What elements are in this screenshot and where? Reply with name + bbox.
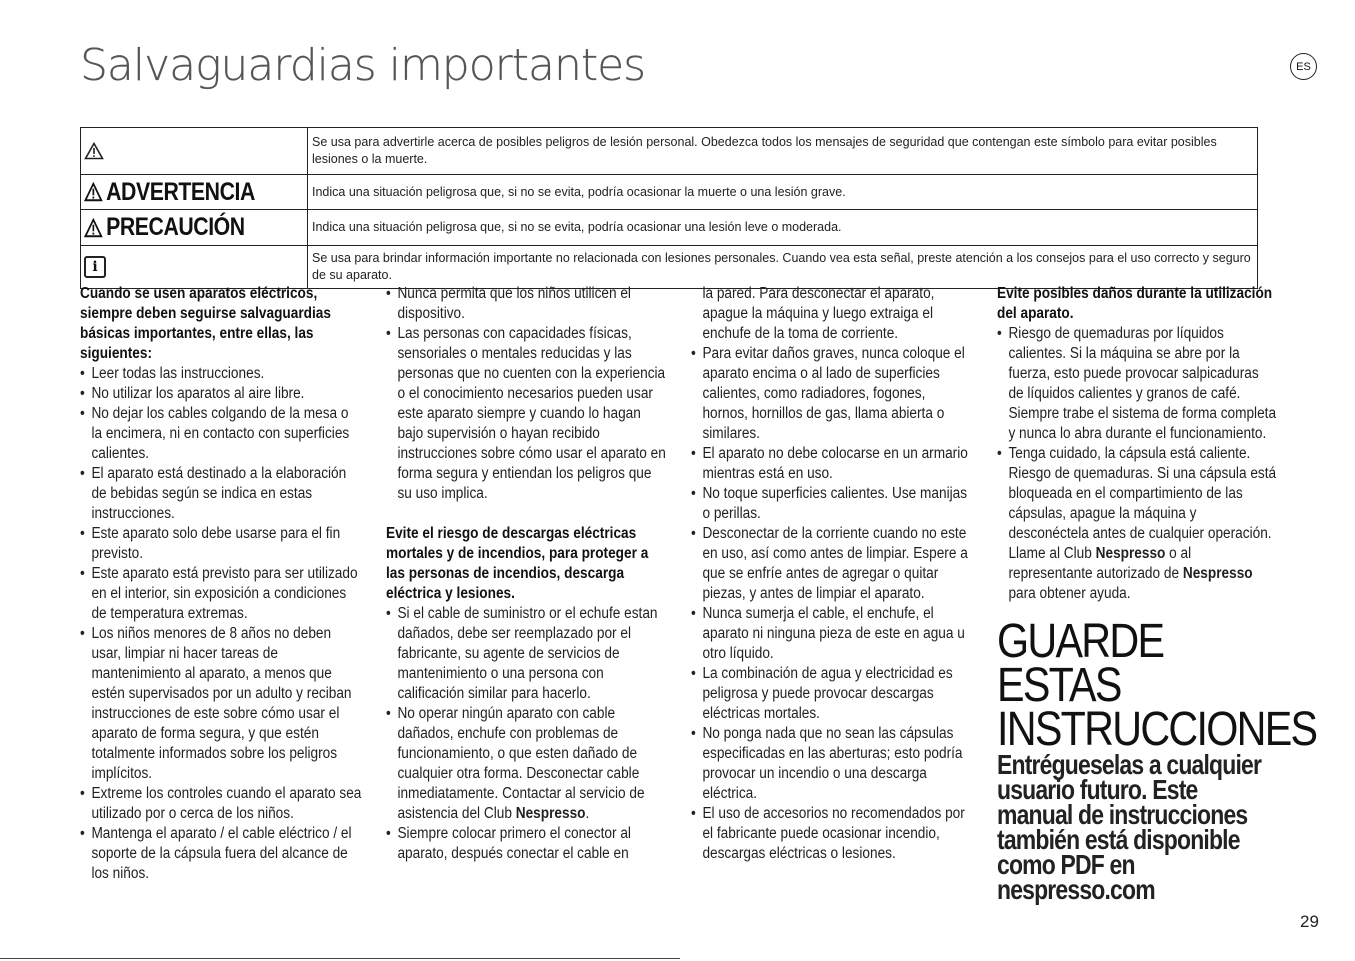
legend-description: Se usa para brindar información importante no relacionada con lesiones personales. Cuando vea esta señal, preste atención a los consejos para el uso correcto y seguro de su aparato. [308,246,1258,289]
column-4 [997,284,1337,905]
brand-name: Nespresso [515,805,586,822]
legend-description: Se usa para advertirle acerca de posibles peligros de lesión personal. Obedezca todos los mensajes de seguridad que contengan este símbolo para evitar posibles lesiones o la muerte. [308,128,1258,175]
legend-row [81,128,1258,175]
column-1 [80,284,400,884]
warning-triangle-icon [84,142,304,160]
column-3 [691,284,1013,864]
list-item: • Nunca permita que los niños utilicen el dispositivo. [386,284,669,324]
info-icon: i [84,256,106,278]
column-2 [386,284,708,864]
list-item: • Los niños menores de 8 años no deben usar, limpiar ni hacer tareas de mantenimiento al aparato, a menos que estén supervisados por un adulto y reciban instrucciones de este sobre cómo usar el aparato de forma segura, y que estén totalmente informados sobre los peligros implícitos. [80,624,362,784]
save-instructions-heading: GUARDE ESTAS INSTRUCCIONES [997,615,1317,756]
list-item: • Siempre colocar primero el conector al aparato, después conectar el cable en [386,824,669,864]
section-heading: Evite el riesgo de descargas eléctricas mortales y de incendios, para proteger a las personas de incendios, descarga eléctrica y lesiones. [386,525,649,602]
list-item: • Desconectar de la corriente cuando no este en uso, así como antes de limpiar. Espere a que se enfríe antes de agregar o quitar piezas, y antes de limpiar el aparato. [691,524,974,604]
list-item-text: para obtener ayuda. [1008,585,1131,602]
safeguard-list [386,284,669,504]
precaucion-label: PRECAUCIÓN [106,213,245,241]
advertencia-label: ADVERTENCIA [106,177,255,206]
safeguard-list [997,324,1277,604]
list-item [386,704,669,824]
section-heading: Evite posibles daños durante la utilización del aparato. [997,285,1273,322]
safeguard-list [691,344,974,864]
page-number: 29 [1300,912,1319,931]
section-heading: Cuando se usen aparatos eléctricos, siempre deben seguirse salvaguardias básicas importantes, entre ellas, las siguientes: [80,285,331,362]
list-item: • El aparato no debe colocarse en un armario mientras está en uso. [691,444,974,484]
list-item: • El uso de accesorios no recomendados por el fabricante puede ocasionar incendio, descargas eléctricas o lesiones. [691,804,974,864]
list-item: • Si el cable de suministro or el echufe estan dañados, debe ser reemplazado por el fabricante, su agente de servicios de mantenimiento o una persona con calificación similar para hacerlo. [386,604,669,704]
footer-rule [0,958,680,959]
list-item: • Nunca sumerja el cable, el enchufe, el aparato ni ninguna pieza de este en agua u otro líquido. [691,604,974,664]
legend-symbol-cell [81,175,308,210]
legend-description: Indica una situación peligrosa que, si no se evita, podría ocasionar la muerte o una lesión grave. [308,175,1258,210]
list-item [997,444,1277,604]
list-item-text: o al representante autorizado de [1008,545,1192,582]
legend-row [81,210,1258,246]
safeguard-list [386,604,669,864]
list-item: • No ponga nada que no sean las cápsulas especificadas en las aberturas; esto podría provocar un incendio o una descarga eléctrica. [691,724,974,804]
list-item: • Las personas con capacidades físicas, sensoriales o mentales reducidas y las personas que no cuenten con la experiencia o el conocimiento necesarios pueden usar este aparato siempre y cuando lo hagan bajo supervisión o hayan recibido instrucciones sobre cómo usar el aparato en forma segura y entiendan los peligros que su uso implica. [386,324,669,504]
list-item: • La combinación de agua y electricidad es peligrosa y puede provocar descargas eléctricas mortales. [691,664,974,724]
legend-row [81,175,1258,210]
list-item: • Riesgo de quemaduras por líquidos calientes. Si la máquina se abre por la fuerza, esto puede provocar salpicaduras de líquidos calientes y granos de café. Siempre trabe el sistema de forma completa y nunca lo abra durante el funcionamiento. [997,324,1277,444]
future-user-tagline: Entrégueselas a cualquier usuario futuro. Este manual de instrucciones también está disponible como PDF en nespresso.com [997,749,1262,905]
legend-row [81,246,1258,289]
language-badge: ES [1290,53,1317,80]
brand-name: Nespresso [1182,565,1253,582]
list-item: • Para evitar daños graves, nunca coloque el aparato encima o al lado de superficies calientes, como radiadores, fogones, hornos, hornillos de gas, llama abierta o similares. [691,344,974,444]
legend-description: Indica una situación peligrosa que, si no se evita, podría ocasionar una lesión leve o moderada. [308,210,1258,246]
list-item: • El aparato está destinado a la elaboración de bebidas según se indica en estas instrucciones. [80,464,362,524]
list-item: • No toque superficies calientes. Use manijas o perillas. [691,484,974,524]
list-item: • Este aparato solo debe usarse para el fin previsto. [80,524,362,564]
list-item: • No utilizar los aparatos al aire libre. [80,384,362,404]
safety-symbol-legend [80,127,1258,289]
list-item: • Extreme los controles cuando el aparato sea utilizado por o cerca de los niños. [80,784,362,824]
page-title: Salvaguardias importantes [80,40,646,91]
brand-name: Nespresso [1095,545,1166,562]
safeguard-list [80,364,362,884]
list-item: • Mantenga el aparato / el cable eléctrico / el soporte de la cápsula fuera del alcance de los niños. [80,824,362,884]
list-item: • Leer todas las instrucciones. [80,364,362,384]
warning-triangle-icon [84,218,103,238]
legend-symbol-cell [81,128,308,175]
warning-triangle-icon [84,182,103,202]
list-item-text: . [585,805,590,822]
list-item-text: No operar ningún aparato con cable dañados, enchufe con problemas de funcionamiento, o que esten dañado de cualquier otra forma. Desconectar cable inmediatamente. Contactar al servicio de asistencia del Club [397,705,645,822]
legend-symbol-cell [81,210,308,246]
list-item-text: Tenga cuidado, la cápsula está caliente. Riesgo de quemaduras. Si una cápsula está bloqueada en el compartimiento de las cápsulas, apague la máquina y desconéctela antes de cualquier operación. Llame al Club [1008,445,1277,562]
continuation-text: la pared. Para desconectar el aparato, apague la máquina y luego extraiga el enchufe de la toma de corriente. [702,285,935,342]
legend-symbol-cell [81,246,308,289]
list-item: • Este aparato está previsto para ser utilizado en el interior, sin exposición a condiciones de temperatura extremas. [80,564,362,624]
list-item: • No dejar los cables colgando de la mesa o la encimera, ni en contacto con superficies calientes. [80,404,362,464]
